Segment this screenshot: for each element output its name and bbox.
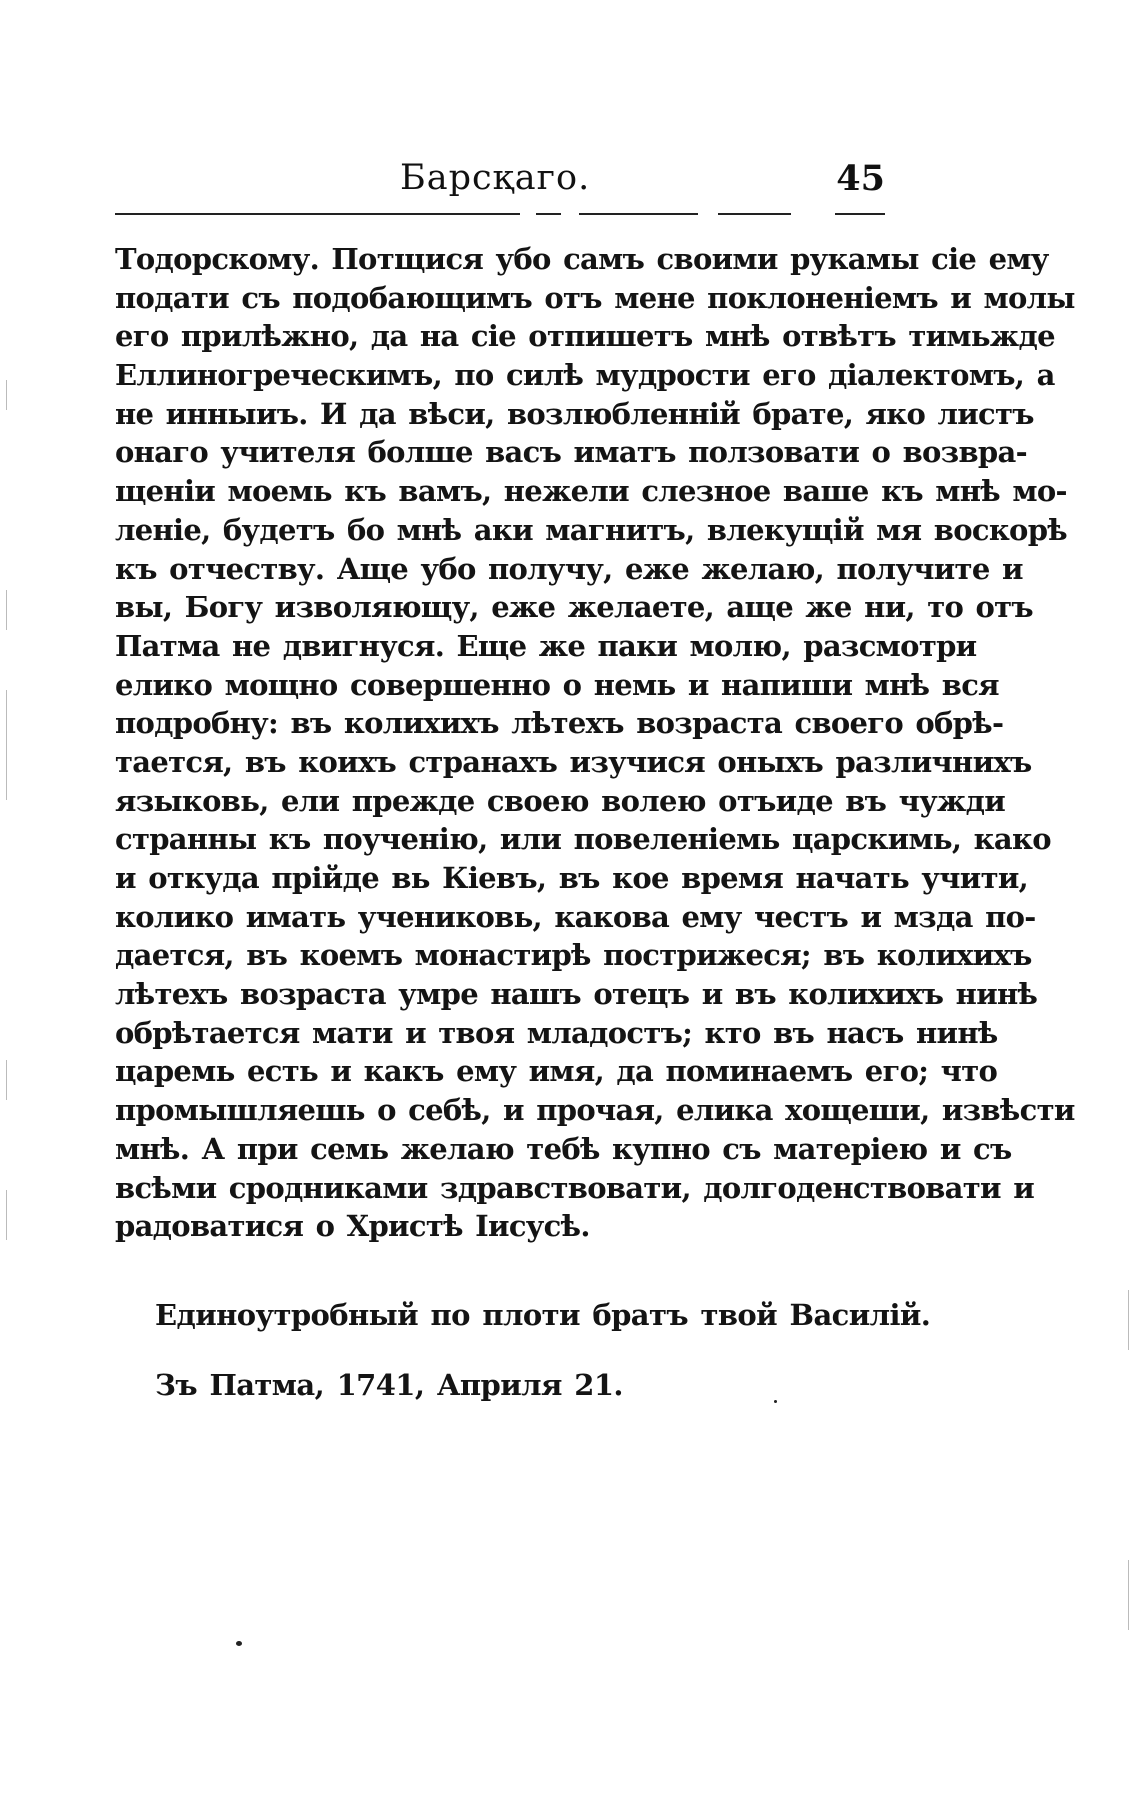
text-line: языковь, ели прежде своею волею отъиде въ чужди (115, 783, 1006, 818)
running-head (115, 158, 885, 208)
signature-line: Единоутробный по плоти братъ твой Василій. (155, 1298, 931, 1332)
margin-mark (6, 690, 7, 800)
text-line: онаго учителя болше васъ иматъ ползовати о возвра- (115, 435, 1027, 470)
text-line: вы, Богу изволяющу, еже желаете, аще же ни, то отъ (115, 590, 1033, 625)
text-line: его прилѣжно, да на сіе отпишетъ мнѣ отвѣтъ тимьжде (115, 319, 1055, 354)
text-line: обрѣтается мати и твоя младостъ; кто въ насъ нинѣ (115, 1015, 998, 1050)
text-line: къ отчеству. Аще убо получу, еже желаю, получите и (115, 551, 1023, 586)
text-line: подробну: въ колихихъ лѣтехъ возраста своего обрѣ- (115, 706, 1004, 741)
text-line: и откуда прійде вь Кіевъ, въ кое время начать учити, (115, 861, 1029, 895)
date-line: Зъ Патма, 1741, Априля 21. (155, 1368, 623, 1402)
margin-mark (6, 590, 7, 630)
margin-mark (6, 380, 7, 410)
margin-mark (6, 1190, 7, 1240)
rule-gap (698, 211, 718, 217)
margin-mark (6, 1060, 7, 1100)
text-line: дается, въ коемъ монастирѣ пострижеся; въ колихихъ (115, 938, 1032, 973)
text-line: царемь есть и какъ ему имя, да поминаемъ его; что (115, 1054, 998, 1089)
text-line: подати съ подобающимъ отъ мене поклоненіемъ и молы (115, 280, 1075, 315)
text-line: леніе, будетъ бо мнѣ аки магнитъ, влекущій мя воскорѣ (115, 512, 1067, 547)
text-line: не инныиъ. И да вѣси, возлюбленній брате, яко листъ (115, 396, 1034, 431)
rule-gap (520, 211, 536, 217)
text-line: щеніи моемь къ вамъ, нежели слезное ваше къ мнѣ мо- (115, 474, 1067, 509)
text-line: мнѣ. А при семь желаю тебѣ купно съ матеріею и съ (115, 1131, 1012, 1166)
page-number: 45 (836, 158, 885, 199)
print-speck (774, 1400, 777, 1403)
text-line: всѣми сродниками здравствовати, долгоденствовати и (115, 1170, 1035, 1205)
margin-mark (1128, 1290, 1129, 1350)
text-line: странны къ поученію, или повеленіемь царскимь, како (115, 822, 1051, 857)
text-line: колико имать учениковь, какова ему честъ и мзда по- (115, 899, 1036, 934)
running-title: Барсқаго. (400, 158, 591, 198)
text-line: лѣтехъ возраста умре нашъ отецъ и въ колихихъ нинѣ (115, 977, 1038, 1012)
text-line: промышляешь о себѣ, и прочая, елика хощеши, извѣсти (115, 1093, 1075, 1128)
header-rule (115, 213, 885, 215)
text-line: Еллиногреческимъ, по силѣ мудрости его діалектомъ, а (115, 358, 1055, 393)
text-line: елико мощно совершенно о немь и напиши мнѣ вся (115, 667, 999, 702)
text-line: радоватися о Христѣ Іисусѣ. (115, 1209, 590, 1244)
letter-body (115, 240, 1075, 1246)
text-line: тается, въ коихъ странахъ изучися оныхъ различнихъ (115, 744, 1032, 779)
rule-gap (791, 211, 835, 217)
text-line: Тодорскому. Потщися убо самъ своими рукамы сіе ему (115, 242, 1049, 276)
rule-gap (561, 211, 579, 217)
print-speck (236, 1641, 242, 1646)
text-line: Патма не двигнуся. Еще же паки молю, разсмотри (115, 628, 977, 663)
margin-mark (1128, 1560, 1129, 1630)
